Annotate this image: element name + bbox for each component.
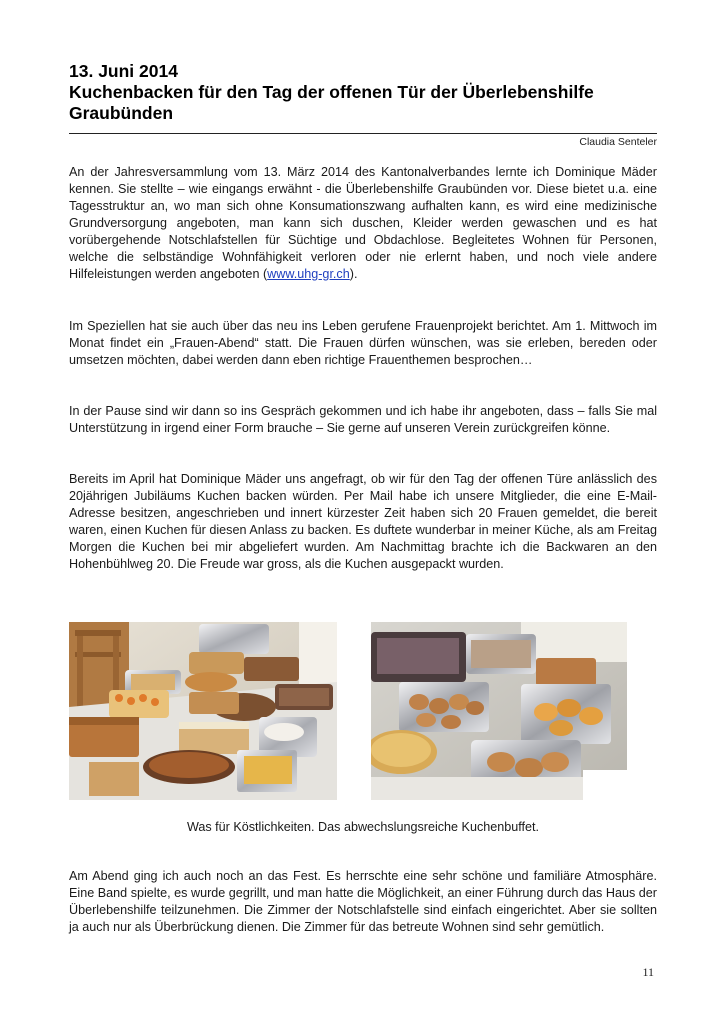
cake-buffet-photo-left [69, 622, 337, 800]
page-number: 11 [642, 965, 654, 979]
paragraph-2: Im Speziellen hat sie auch über das neu ins Leben gerufene Frauenprojekt berichtet. Am 1. Mittwoch im Monat findet ein „Frauen-Abend“ statt. Die Frauen dürfen wünschen, was sie erleben, bereden oder umsetzen möchten, dabei werden dann eben richtige Frauenthemen besprochen… [69, 319, 657, 367]
uhg-website-link[interactable]: www.uhg-gr.ch [267, 267, 350, 281]
author-name: Claudia Senteler [579, 136, 657, 148]
article-date: 13. Juni 2014 [69, 61, 178, 81]
article-title: Kuchenbacken für den Tag der offenen Tür der Überlebenshilfe Graubünden [69, 82, 594, 123]
paragraph-1 [69, 164, 657, 283]
paragraph-4: Bereits im April hat Dominique Mäder uns angefragt, ob wir für den Tag der offenen Türe anlässlich des 20jährigen Jubiläums Kuchen backen würden. Per Mail habe ich unsere Mitglieder, die eine E-Mail-Adresse besitzen, angeschrieben und innert kürzester Zeit haben sich 20 Frauen gemeldet, die bereit waren, einen Kuchen für diesen Anlass zu backen. Es duftete wunderbar in meiner Küche, als am Freitag Morgen die Kuchen bei mir abgeliefert wurden. Am Nachmittag brachte ich die Backwaren an den Hohenbühlweg 20. Die Freude war gross, als die Kuchen ausgepackt wurden. [69, 472, 657, 571]
paragraph-1-text: An der Jahresversammlung vom 13. März 2014 des Kantonalverbandes lernte ich Dominique Mäder kennen. Sie stellte – wie eingangs erwähnt - die Überlebenshilfe Graubünden vor. Diese bietet u.a. eine Tagesstruktur an, wo man sich ohne Konsumationszwang aufhalten kann, es wird eine medizinische Grundversorgung angeboten, man kann sich duschen, Kleider werden gewaschen und es hat vorübergehende Notschlafstellen für Süchtige und Obdachlose. Begleitetes Wohnen für Personen, welche die selbständige Wohnfähigkeit verloren oder nie erlernt haben, und noch viele andere Hilfeleistungen werden angeboten ( [69, 165, 657, 281]
title-rule [69, 133, 657, 134]
cake-buffet-image-left [69, 622, 337, 800]
cake-buffet-photo-right [371, 622, 627, 800]
paragraph-3: In der Pause sind wir dann so ins Gespräch gekommen und ich habe ihr angeboten, dass – falls Sie mal Unterstützung in irgend einer Form brauche – Sie gerne auf unseren Verein zurückgreifen könne. [69, 404, 657, 435]
paragraph-5: Am Abend ging ich auch noch an das Fest. Es herrschte eine sehr schöne und familiäre Atmosphäre. Eine Band spielte, es wurde gegrillt, und man hatte die Möglichkeit, an einer Führung durch das Haus der Überlebenshilfe teilzunehmen. Die Zimmer der Notschlafstelle sind einfach eingerichtet. Aber sie sollten ja auch nur als Überbrückung dienen. Die Zimmer für das betreute Wohnen sind sehr gemütlich. [69, 869, 657, 934]
paragraph-1-end: ). [349, 267, 358, 281]
cake-buffet-image-right [371, 622, 627, 800]
article-header [69, 61, 659, 124]
photo-caption: Was für Köstlichkeiten. Das abwechslungsreiche Kuchenbuffet. [186, 820, 540, 834]
